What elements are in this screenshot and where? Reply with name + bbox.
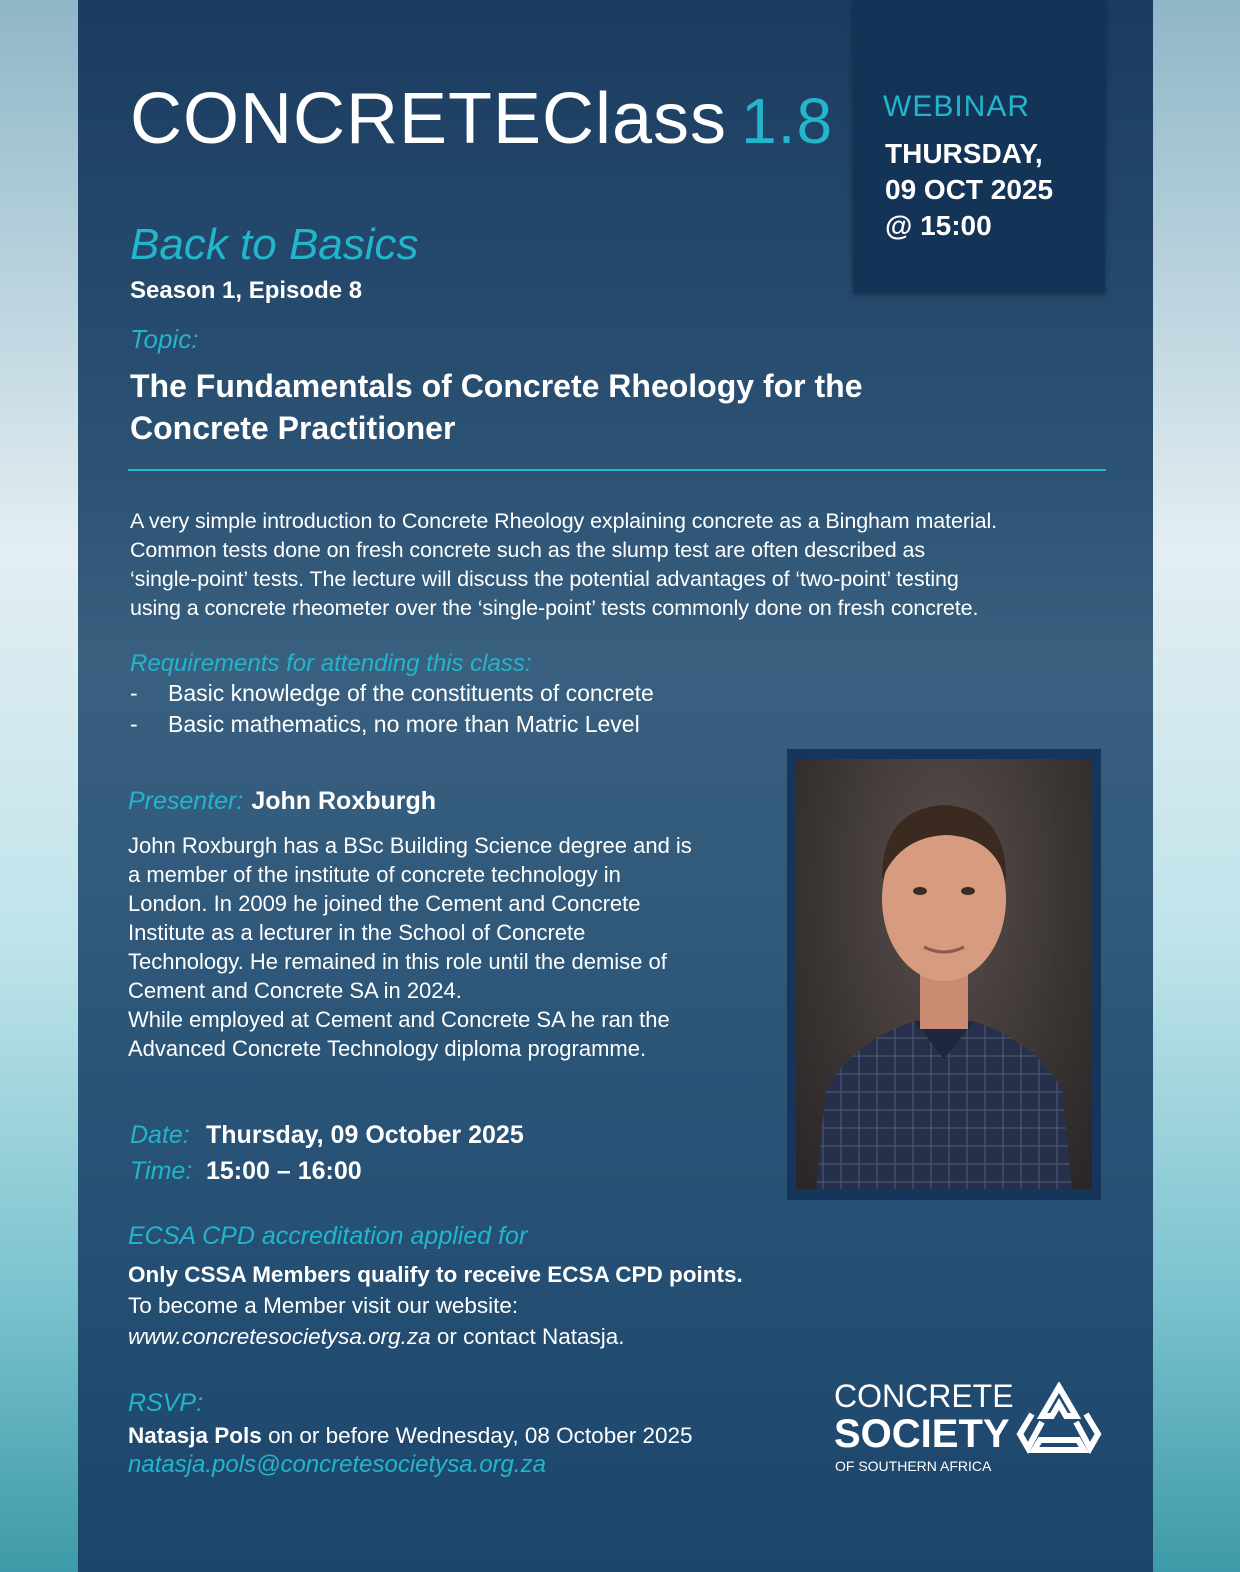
- rsvp-deadline: on or before Wednesday, 08 October 2025: [261, 1423, 693, 1448]
- topic-label: Topic:: [130, 324, 199, 354]
- bio-line: While employed at Cement and Concrete SA he ran the: [128, 1007, 670, 1032]
- time-label: Time:: [130, 1157, 193, 1185]
- season-episode: Season 1, Episode 8: [130, 277, 363, 304]
- rsvp-email-link[interactable]: natasja.pols@concretesocietysa.org.za: [128, 1451, 546, 1478]
- time-value: 15:00 – 16:00: [206, 1157, 362, 1185]
- series-subtitle: Back to Basics: [130, 220, 419, 269]
- ecsa-membership-note: To become a Member visit our website:: [128, 1293, 519, 1318]
- requirements-label: Requirements for attending this class:: [130, 650, 532, 677]
- presenter-label: Presenter:: [128, 787, 244, 815]
- logo-line-3: OF SOUTHERN AFRICA: [835, 1458, 992, 1474]
- ecsa-members-note: Only CSSA Members qualify to receive ECSA CPD points.: [128, 1262, 743, 1287]
- bio-line: Cement and Concrete SA in 2024.: [128, 978, 462, 1003]
- date-label: Date:: [130, 1121, 190, 1149]
- topic-title-line-2: Concrete Practitioner: [130, 410, 456, 446]
- badge-day: THURSDAY,: [885, 138, 1043, 169]
- website-link[interactable]: www.concretesocietysa.org.za: [128, 1324, 431, 1349]
- list-dash: -: [130, 680, 138, 706]
- concrete-society-logo: [834, 1378, 1104, 1478]
- title-version: 1.8: [741, 85, 834, 157]
- page-title: [130, 78, 833, 160]
- presenter-name: John Roxburgh: [251, 787, 437, 815]
- bio-line: John Roxburgh has a BSc Building Science degree and is: [128, 833, 692, 858]
- topic-title-line-1: The Fundamentals of Concrete Rheology for the: [130, 368, 863, 404]
- badge-time: @ 15:00: [885, 210, 992, 241]
- divider: [128, 469, 1106, 471]
- bio-line: Technology. He remained in this role until the demise of: [128, 949, 667, 974]
- date-value: Thursday, 09 October 2025: [206, 1121, 524, 1149]
- bio-line: London. In 2009 he joined the Cement and Concrete: [128, 891, 641, 916]
- list-dash: -: [130, 711, 138, 737]
- contact-suffix: or contact Natasja.: [430, 1324, 625, 1349]
- description-line: Common tests done on fresh concrete such as the slump test are often described as: [130, 538, 925, 562]
- rsvp-name: Natasja Pols: [128, 1423, 262, 1448]
- logo-line-2: SOCIETY: [834, 1412, 1010, 1456]
- date-row: [130, 1121, 524, 1150]
- presenter-photo-frame: [787, 749, 1101, 1200]
- rsvp-label: RSVP:: [128, 1389, 204, 1417]
- requirement-item: [130, 711, 640, 738]
- badge-date: 09 OCT 2025: [885, 174, 1054, 205]
- triangle-logo-icon: [1016, 1382, 1102, 1454]
- webinar-badge: [853, 0, 1105, 293]
- description-line: ‘single-point’ tests. The lecture will discuss the potential advantages of ‘two-point’ testing: [130, 567, 959, 591]
- title-text: CONCRETEClass: [130, 79, 728, 159]
- requirement-text: Basic mathematics, no more than Matric Level: [168, 711, 640, 737]
- portrait-illustration: [796, 759, 1092, 1189]
- badge-label: WEBINAR: [883, 90, 1031, 123]
- logo-line-1: CONCRETE: [834, 1378, 1014, 1414]
- poster: [78, 0, 1153, 1572]
- bio-line: Institute as a lecturer in the School of Concrete: [128, 920, 586, 945]
- requirement-text: Basic knowledge of the constituents of concrete: [168, 680, 654, 706]
- bio-line: a member of the institute of concrete technology in: [128, 862, 621, 887]
- ecsa-heading: ECSA CPD accreditation applied for: [128, 1222, 528, 1250]
- presenter-heading: [128, 787, 436, 816]
- bio-line: Advanced Concrete Technology diploma programme.: [128, 1036, 647, 1061]
- description-line: using a concrete rheometer over the ‘single-point’ tests commonly done on fresh concrete.: [130, 596, 979, 620]
- time-row: [130, 1157, 362, 1186]
- presenter-photo: [796, 759, 1092, 1189]
- rsvp-contact: [128, 1423, 693, 1449]
- ecsa-contact-line: [128, 1324, 624, 1350]
- description-line: A very simple introduction to Concrete Rheology explaining concrete as a Bingham material.: [130, 509, 997, 533]
- requirement-item: [130, 680, 654, 707]
